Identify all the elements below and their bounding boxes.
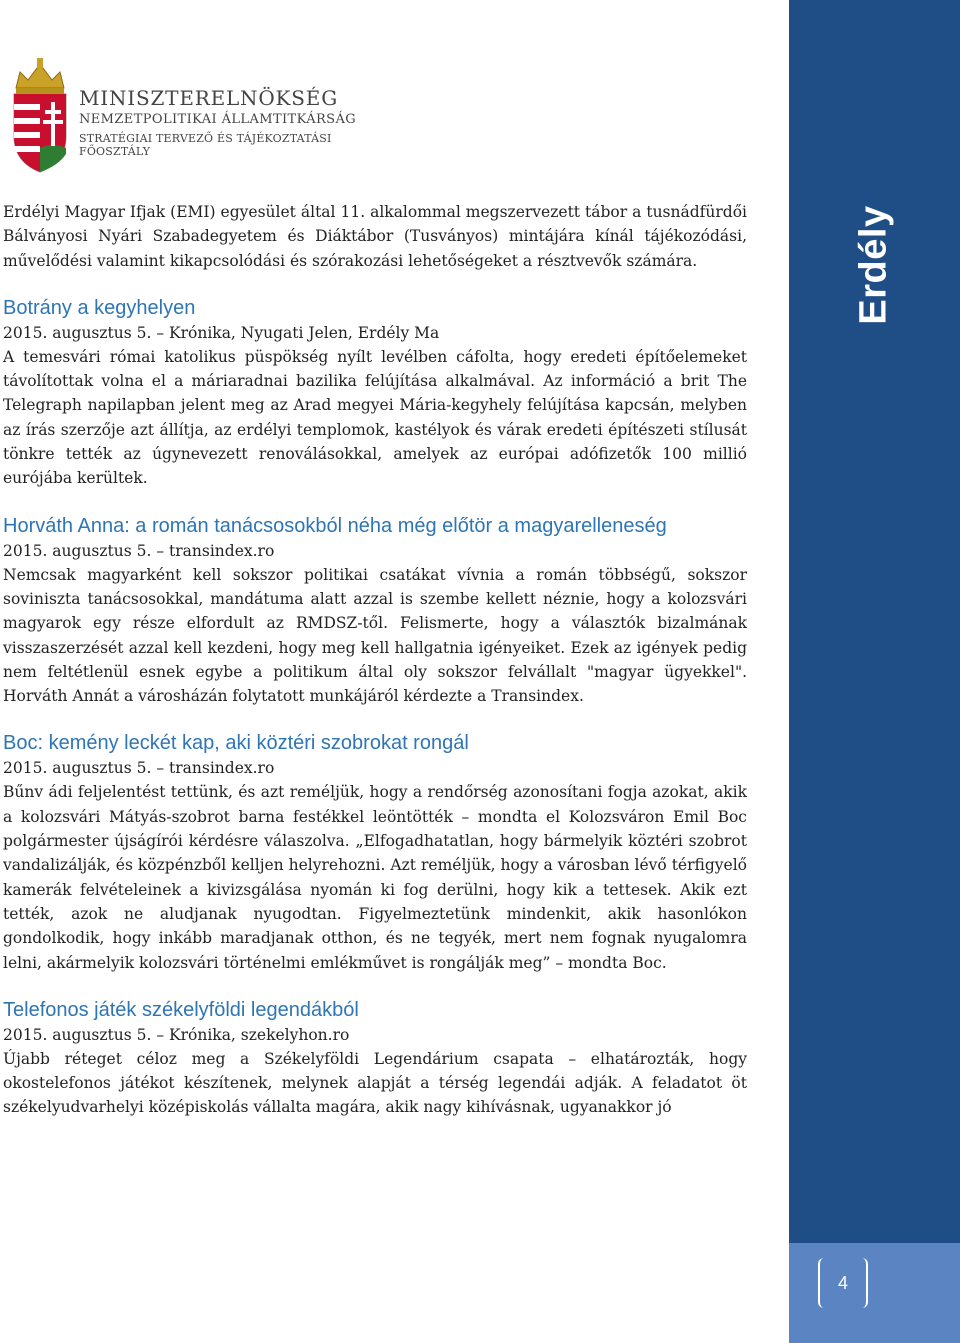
article-4 — [3, 997, 747, 1120]
sidebar — [789, 0, 960, 1343]
article-body: A temesvári római katolikus püspökség nyílt levélben cáfolta, hogy eredeti építőelemeket távolítottak volna el a máriaradnai bazilika felújítása alkalmával. Az információ a brit The Telegraph napilapban jelent meg az Arad megyei Mária-kegyhely felújítása kapcsán, melyben az írás szerzője azt állítja, az erdélyi templomok, kastélyok és várak eredeti építészeti stílusát tönkre tették az úgynevezett renoválásokkal, amelyek az európai adófizetők 100 millió eurójába kerültek. — [3, 347, 747, 488]
logo-subtitle-1: NEMZETPOLITIKAI ÁLLAMTITKÁRSÁG — [79, 112, 357, 127]
article-body: Újabb réteget céloz meg a Székelyföldi Legendárium csapata – elhatározták, hogy okostelefonos játékot készítenek, melynek alapját a térség legendái adják. A feladatot öt székelyudvarhelyi középiskolás vállalta magára, akik nagy kihívásnak, ugyanakkor jó — [3, 1049, 747, 1117]
article-meta: 2015. augusztus 5. – transindex.ro — [3, 759, 275, 778]
sidebar-footer — [789, 1243, 960, 1343]
article-3 — [3, 730, 747, 974]
intro-paragraph: Erdélyi Magyar Ifjak (EMI) egyesület által 11. alkalommal megszervezett tábor a tusnádfürdői Bálványosi Nyári Szabadegyetem és Diáktábor (Tusványos) mintájára kínál tájékozódási, művelődési valamint kikapcsolódási és szórakozási lehetőségeket a résztvevők számára. — [3, 203, 747, 270]
main-content — [3, 200, 747, 1120]
coat-of-arms-icon — [8, 58, 72, 176]
article-title: Telefonos játék székelyföldi legendákból — [3, 998, 359, 1021]
logo-name: MINISZTERELNÖKSÉG — [79, 86, 338, 110]
section-title: Erdély — [852, 205, 895, 325]
article-meta: 2015. augusztus 5. – Krónika, szekelyhon.ro — [3, 1025, 350, 1044]
article-title: Botrány a kegyhelyen — [3, 296, 196, 319]
article-meta: 2015. augusztus 5. – Krónika, Nyugati Jelen, Erdély Ma — [3, 323, 440, 342]
logo-subtitle-2: STRATÉGIAI TERVEZŐ ÉS TÁJÉKOZTATÁSI FŐOSZTÁLY — [79, 132, 332, 158]
article-2 — [3, 513, 747, 709]
article-title: Boc: kemény leckét kap, aki köztéri szobrokat rongál — [3, 732, 469, 755]
page-number: 4 — [818, 1258, 868, 1308]
article-body: Bűnv ádi feljelentést tettünk, és azt reméljük, hogy a rendőrség azonosítani fogja azokat, akik a kolozsvári Mátyás-szobrot barna festékkel leöntötték – mondta el Kolozsváron Emil Boc polgármester újságírói kérdésre válaszolva. „Elfogadhatatlan, hogy bármelyik köztéri szobrot vandalizálják, és közpénzből kelljen helyrehozni. Azt reméljük, hogy a városban lévő térfigyelő kamerák felvételeinek a kivizsgálása nyomán ki fog derülni, hogy kik a tettesek. Akik ezt tették, azok ne aludjanak nyugodtan. Figyelmeztetünk mindenkit, akik hasonlókon gondolkodik, hogy inkább maradjanak otthon, és ne tegyék, mert nem fognak nyugalomra lelni, akármelyik kolozsvári történelmi emlékművet is rongálják meg” – mondta Boc. — [3, 783, 747, 972]
article-title: Horváth Anna: a román tanácsosokból néha még előtör a magyarelleneség — [3, 514, 667, 537]
article-1 — [3, 295, 747, 491]
article-meta: 2015. augusztus 5. – transindex.ro — [3, 541, 275, 560]
ministry-logo — [8, 58, 388, 176]
article-body: Nemcsak magyarként kell sokszor politikai csatákat vívnia a román többségű, sokszor soviniszta tanácsosokkal, mandátuma alatt azzal is szembe kellett néznie, hogy a kolozsvári magyarok egy része elfordult az RMDSZ-től. Felismerte, hogy a választók bizalmának visszaszerzését azzal kell kezdeni, hogy meg kell hallgatnia igényeiket. Ezek az igények pedig nem feltétlenül esnek egybe a politikum által oly sokszor felvállalt "magyar ügyekkel". Horváth Annát a városházán folytatott munkájáról kérdezte a Transindex. — [3, 565, 747, 706]
